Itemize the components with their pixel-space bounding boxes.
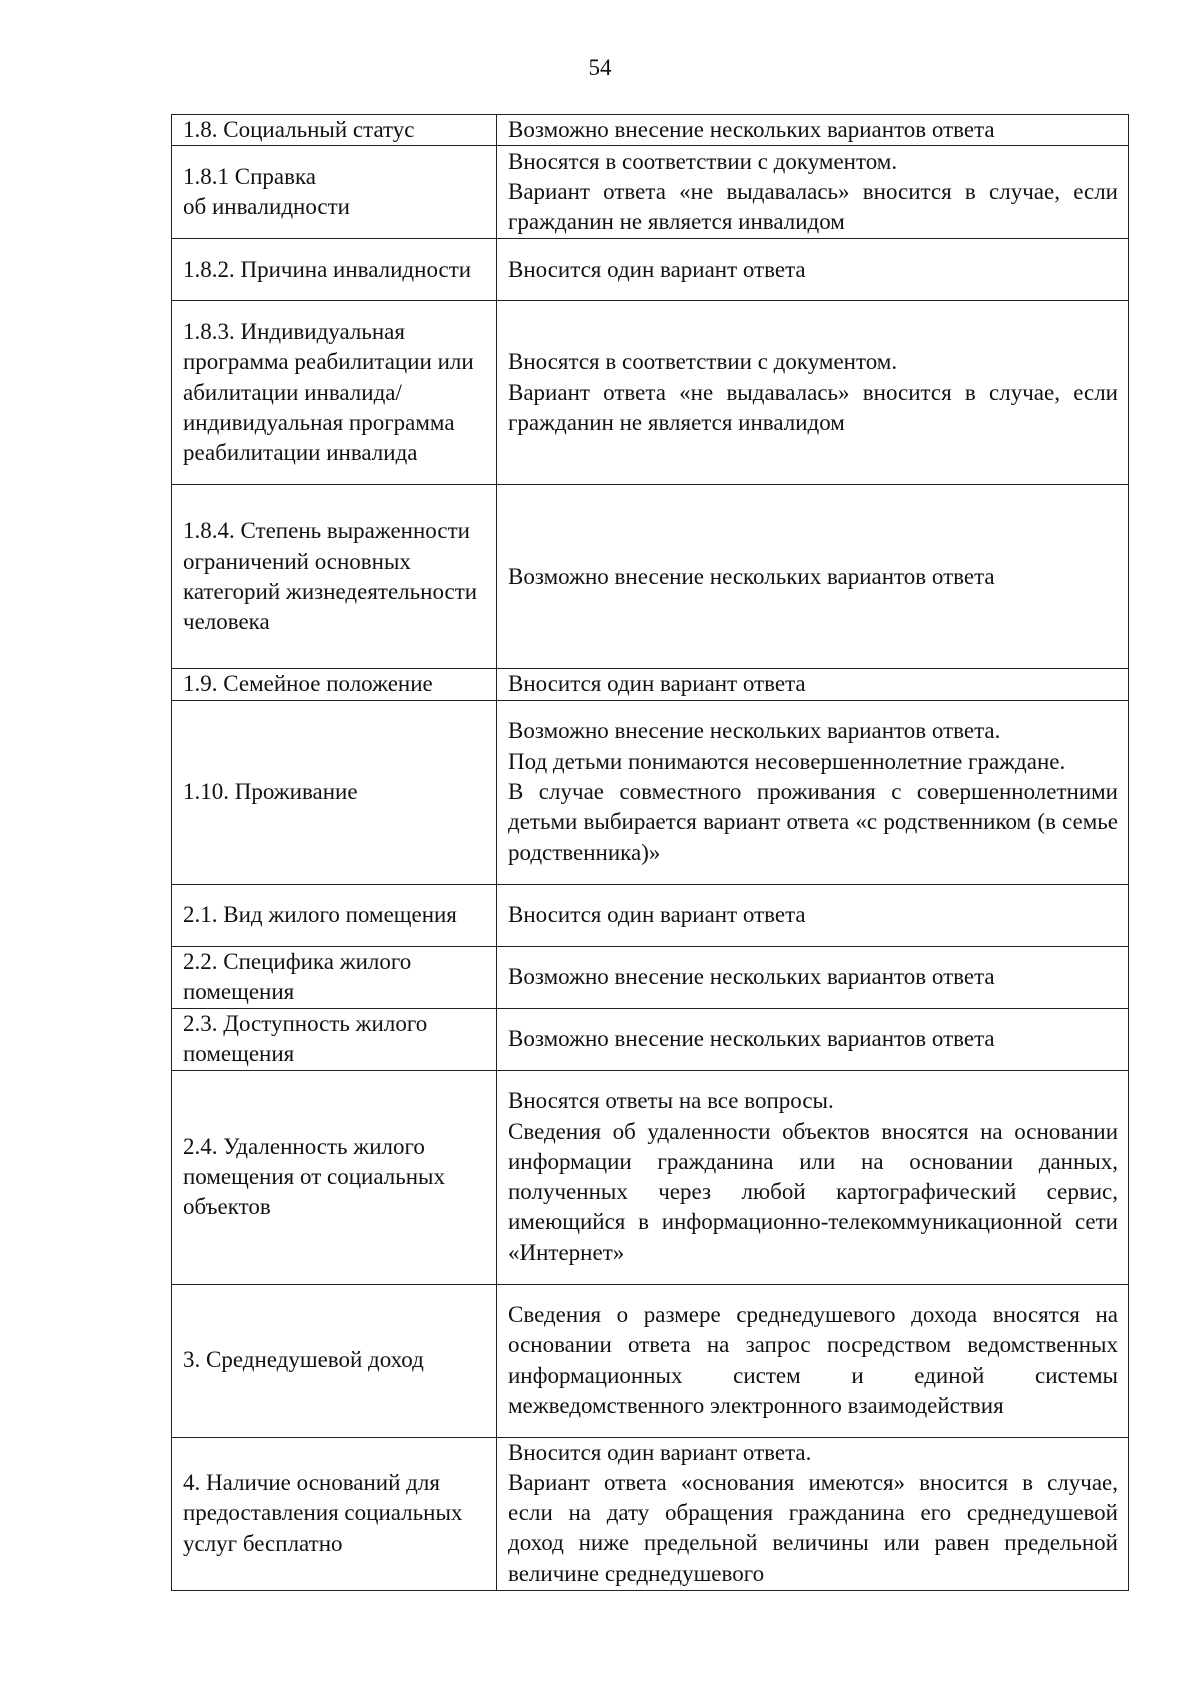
- rule-paragraph: Вносится один вариант ответа: [508, 901, 806, 927]
- field-name: 2.3. Доступность жилого помещения: [183, 1010, 428, 1067]
- field-name-cell: [172, 946, 497, 1008]
- field-name-cell: [172, 146, 497, 239]
- field-rule-cell: [497, 946, 1129, 1008]
- table-row: [172, 700, 1129, 884]
- field-name: 1.9. Семейное положение: [183, 671, 433, 697]
- field-name-cell: [172, 485, 497, 669]
- field-rule-cell: [497, 1437, 1129, 1590]
- field-rule-cell: [497, 301, 1129, 485]
- table-row: [172, 301, 1129, 485]
- field-name: 3. Среднедушевой доход: [183, 1347, 424, 1373]
- page-number: 54: [588, 55, 612, 80]
- rule-paragraph: Вариант ответа «не выдавалась» вносится в случае, если гражданин не является инвалидом: [508, 179, 1118, 235]
- field-name-cell: [172, 115, 497, 146]
- field-rule-cell: [497, 700, 1129, 884]
- rule-paragraph: Возможно внесение нескольких вариантов ответа: [508, 963, 995, 989]
- table-row: [172, 946, 1129, 1008]
- table-row: [172, 1070, 1129, 1284]
- rule-paragraph: Сведения о размере среднедушевого дохода вносятся на основании ответа на запрос посредством ведомственных информационных систем и единой системы межведомственного электронного взаимодействия: [508, 1302, 1118, 1418]
- field-name: 2.1. Вид жилого помещения: [183, 901, 457, 927]
- field-name: 1.8.3. Индивидуальная программа реабилитации или абилитации инвалида/индивидуальная программа реабилитации инвалида: [183, 319, 474, 466]
- rule-paragraph: Вариант ответа «не выдавалась» вносится в случае, если гражданин не является инвалидом: [508, 379, 1118, 435]
- field-rule-cell: [497, 1070, 1129, 1284]
- field-rule-cell: [497, 239, 1129, 301]
- rule-paragraph: Вносится один вариант ответа: [508, 256, 806, 282]
- table-row: [172, 485, 1129, 669]
- table-row: [172, 884, 1129, 946]
- field-rule-cell: [497, 1008, 1129, 1070]
- field-name-cell: [172, 301, 497, 485]
- field-name-cell: [172, 1284, 497, 1437]
- rule-paragraph: Сведения об удаленности объектов вносятся на основании информации гражданина или на основании данных, полученных через любой картографический сервис, имеющийся в информационно-телекоммуникационной сети «Интернет»: [508, 1118, 1118, 1265]
- rule-paragraph: В случае совместного проживания с совершеннолетними детьми выбирается вариант ответа «с родственником (в семье родственника)»: [508, 778, 1118, 865]
- table-row: [172, 669, 1129, 700]
- table-row: [172, 115, 1129, 146]
- table-row: [172, 1437, 1129, 1590]
- field-name: 1.8.1 Справка об инвалидности: [183, 164, 350, 220]
- rule-paragraph: Возможно внесение нескольких вариантов ответа: [508, 117, 995, 142]
- rule-paragraph: Вносятся ответы на все вопросы.: [508, 1088, 834, 1114]
- table-row: [172, 239, 1129, 301]
- field-rule-cell: [497, 146, 1129, 239]
- rule-paragraph: Вносятся в соответствии с документом.: [508, 148, 898, 174]
- field-rule-cell: [497, 884, 1129, 946]
- field-name: 1.8. Социальный статус: [183, 117, 415, 142]
- rule-paragraph: Вносится один вариант ответа.: [508, 1439, 812, 1465]
- field-name: 4. Наличие оснований для предоставления социальных услуг бесплатно: [183, 1470, 463, 1556]
- rule-paragraph: Возможно внесение нескольких вариантов ответа: [508, 1025, 995, 1051]
- field-name-cell: [172, 1437, 497, 1590]
- rule-paragraph: Вариант ответа «основания имеются» вносится в случае, если на дату обращения гражданина его среднедушевой доход ниже предельной величины или равен предельной величине среднедушевого: [508, 1469, 1118, 1586]
- field-name: 2.4. Удаленность жилого помещения от социальных объектов: [183, 1133, 445, 1220]
- rule-paragraph: Вносятся в соответствии с документом.: [508, 349, 898, 375]
- field-rule-cell: [497, 669, 1129, 700]
- field-name-cell: [172, 669, 497, 700]
- rule-paragraph: Под детьми понимаются несовершеннолетние граждане.: [508, 748, 1066, 774]
- field-name: 1.8.2. Причина инвалидности: [183, 256, 472, 282]
- rule-paragraph: Вносится один вариант ответа: [508, 671, 806, 697]
- field-name-cell: [172, 884, 497, 946]
- field-name-cell: [172, 239, 497, 301]
- field-name: 1.8.4. Степень выраженности ограничений основных категорий жизнедеятельности человека: [183, 518, 478, 635]
- table-row: [172, 1008, 1129, 1070]
- rule-paragraph: Возможно внесение нескольких вариантов ответа.: [508, 718, 1001, 744]
- table-row: [172, 146, 1129, 239]
- field-name: 2.2. Специфика жилого помещения: [183, 948, 412, 1005]
- instructions-table: [171, 114, 1129, 1591]
- field-rule-cell: [497, 1284, 1129, 1437]
- rule-paragraph: Возможно внесение нескольких вариантов ответа: [508, 563, 995, 589]
- field-name-cell: [172, 1070, 497, 1284]
- field-name-cell: [172, 700, 497, 884]
- field-name: 1.10. Проживание: [183, 778, 358, 804]
- field-name-cell: [172, 1008, 497, 1070]
- field-rule-cell: [497, 115, 1129, 146]
- table-row: [172, 1284, 1129, 1437]
- field-rule-cell: [497, 485, 1129, 669]
